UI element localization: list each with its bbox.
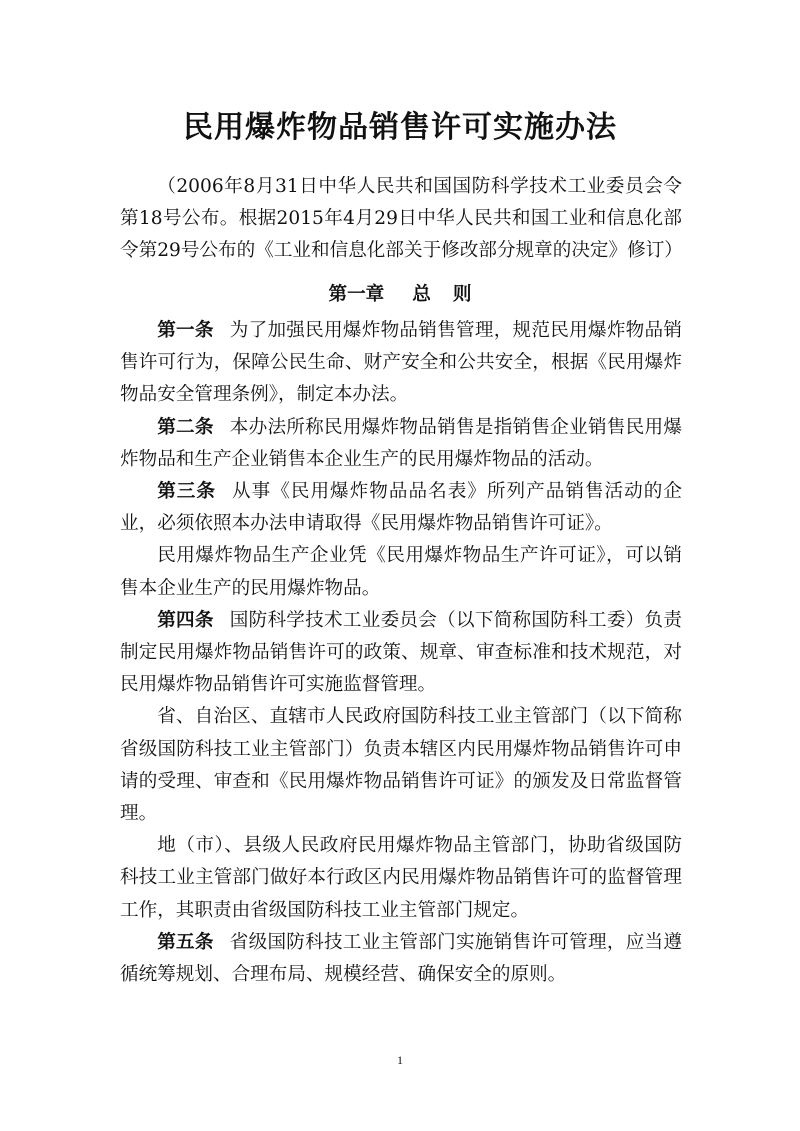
article-paragraph: [120, 412, 682, 476]
article-label: 第一条: [157, 320, 214, 341]
article-label: 第四条: [157, 609, 214, 631]
article-paragraph: [120, 540, 682, 604]
chapter-heading: [0, 279, 800, 311]
article-paragraph: [120, 830, 682, 927]
article-label: 第二条: [157, 416, 214, 438]
article-text: 从事《民用爆炸物品品名表》所列产品销售活动的企业，必须依照本办法申请取得《民用爆炸物品销售许可证》。: [120, 481, 682, 535]
article-paragraph: [120, 476, 682, 540]
articles-section: [120, 315, 682, 991]
article-label: 第三条: [157, 481, 217, 503]
article-label: 第五条: [157, 931, 214, 953]
document-title: 民用爆炸物品销售许可实施办法: [183, 110, 617, 145]
article-paragraph: [120, 315, 682, 412]
article-text: 国防科学技术工业委员会（以下简称国防科工委）负责制定民用爆炸物品销售许可的政策、规章、审查标准和技术规范，对民用爆炸物品销售许可实施监督管理。: [120, 609, 682, 696]
article-paragraph: [120, 927, 682, 991]
preamble-text: （2006年8月31日中华人民共和国国防科学技术工业委员会令第18号公布。根据2015年4月29日中华人民共和国工业和信息化部令第29号公布的《工业和信息化部关于修改部分规章的决定》修订）: [120, 176, 683, 262]
article-text: 为了加强民用爆炸物品销售管理，规范民用爆炸物品销售许可行为，保障公民生命、财产安全和公共安全，根据《民用爆炸物品安全管理条例》，制定本办法。: [120, 320, 682, 406]
chapter-label: 第一章: [328, 284, 385, 305]
article-paragraph: [120, 605, 682, 702]
article-paragraph: [120, 701, 682, 830]
chapter-title-part1: 总: [412, 284, 431, 305]
article-text: 地（市）、县级人民政府民用爆炸物品主管部门，协助省级国防科技工业主管部门做好本行政区内民用爆炸物品销售许可的监督管理工作，其职责由省级国防科技工业主管部门规定。: [120, 835, 682, 921]
article-text: 民用爆炸物品生产企业凭《民用爆炸物品生产许可证》，可以销售本企业生产的民用爆炸物品。: [120, 545, 682, 599]
preamble: [120, 171, 682, 268]
article-text: 省级国防科技工业主管部门实施销售许可管理，应当遵循统筹规划、合理布局、规模经营、确保安全的原则。: [120, 931, 682, 986]
chapter-title-part2: 则: [452, 284, 472, 305]
article-text: 省、自治区、直辖市人民政府国防科技工业主管部门（以下简称省级国防科技工业主管部门）负责本辖区内民用爆炸物品销售许可申请的受理、审查和《民用爆炸物品销售许可证》的颁发及日常监督管理。: [120, 706, 682, 825]
page-number: 1: [397, 1053, 403, 1067]
article-text: 本办法所称民用爆炸物品销售是指销售企业销售民用爆炸物品和生产企业销售本企业生产的民用爆炸物品的活动。: [120, 416, 682, 470]
